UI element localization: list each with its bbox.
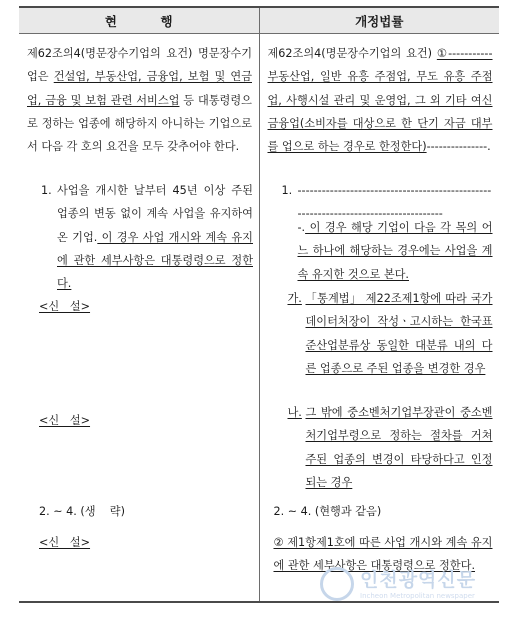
amended-item-1-dashes: ------------------------------------------------------------------------------------ [297, 184, 492, 221]
amended-law-column [259, 34, 499, 603]
current-item-1-number: 1. [41, 184, 52, 197]
current-law-header: 현 행 [19, 7, 259, 34]
amended-article-62-4: 제62조의4(명문장수기업의 요건) ①-----------부동산업, 일반 유흥 주점업, 무도 유흥 주점업, 사행시설 관리 및 운영업, 그 외 기타 여신 금융업(소비자를 대상으로 한 단기 자금 대부를 업으로 하는 경우로 한정한다)---------------. [267, 47, 493, 154]
amended-subitem-ga-text: 「통계법」 제22조제1항에 따라 국가데이터처장이 작성ㆍ고시하는 한국표준산업분류상 동일한 대분류 내의 다른 업종으로 주된 업종을 변경한 경우 [305, 292, 493, 375]
amended-subitem-na-label: 나. [287, 406, 302, 419]
comparison-table [19, 6, 499, 603]
amended-paragraph-2: ② 제1항제1호에 따른 사업 개시와 계속 유지에 관한 세부사항은 대통령령으로 정한다. [273, 536, 493, 573]
current-new-placeholder-1: <신 설> [39, 300, 91, 313]
amended-items-2-4: 2. ~ 4. (현행과 같음) [273, 505, 382, 518]
watermark-subtitle: Incheon Metropolitan newspaper [360, 592, 475, 600]
current-excluded-industries: 건설업, 부동산업, 금융업, 보험 및 연금업, 금융 및 보험 관련 서비스업 [27, 70, 252, 107]
current-new-placeholder-3: <신 설> [39, 536, 91, 549]
current-items-2-4: 2. ~ 4. (생 략) [39, 505, 125, 518]
current-item-1-text: 사업을 개시한 날부터 45년 이상 주된 업종의 변동 없이 계속 사업을 유지하여 온 기업. 이 경우 사업 개시와 계속 유지에 관한 세부사항은 대통령령으로 정한다. [57, 184, 253, 291]
current-law-column [19, 34, 259, 603]
amended-subitem-na-text: 그 밖에 중소벤처기업부장관이 중소벤처기업부령으로 정하는 절차를 거쳐 주된 업종의 변경이 타당하다고 인정되는 경우 [305, 406, 493, 489]
comparison-table-sheet [19, 6, 499, 602]
amended-excluded-industries: ①-----------부동산업, 일반 유흥 주점업, 무도 유흥 주점업, 사행시설 관리 및 운영업, 그 외 기타 여신 금융업(소비자를 대상으로 한 단기 자금 대부를 업으로 하는 경우로 한정한다) [267, 47, 493, 154]
current-article-62-4: 제62조의4(명문장수기업의 요건) 명문장수기업은 건설업, 부동산업, 금융업, 보험 및 연금업, 금융 및 보험 관련 서비스업 등 대통령령으로 정하는 업종에 해당하지 아니하는 기업으로서 다음 각 호의 요건을 모두 갖추어야 한다. [27, 47, 252, 154]
current-new-placeholder-2: <신 설> [39, 414, 91, 427]
newspaper-watermark [320, 565, 500, 609]
amended-subitem-ga-label: 가. [287, 292, 302, 305]
newspaper-logo-icon [320, 567, 354, 601]
amended-item-1-text: -. 이 경우 해당 기업이 다음 각 목의 어느 하나에 해당하는 경우에는 사업을 계속 유지한 것으로 본다. [297, 221, 493, 281]
watermark-title: 인천광역신문 [360, 569, 477, 591]
amended-item-1-number: 1. [281, 184, 293, 197]
amended-law-header: 개정법률 [259, 7, 499, 34]
amended-item-1-underlined: 이 경우 해당 기업이 다음 각 목의 어느 하나에 해당하는 경우에는 사업을 계속 유지한 것으로 본다. [297, 221, 493, 281]
current-item-1-underlined: 이 경우 사업 개시와 계속 유지에 관한 세부사항은 대통령령으로 정한다. [57, 230, 253, 291]
